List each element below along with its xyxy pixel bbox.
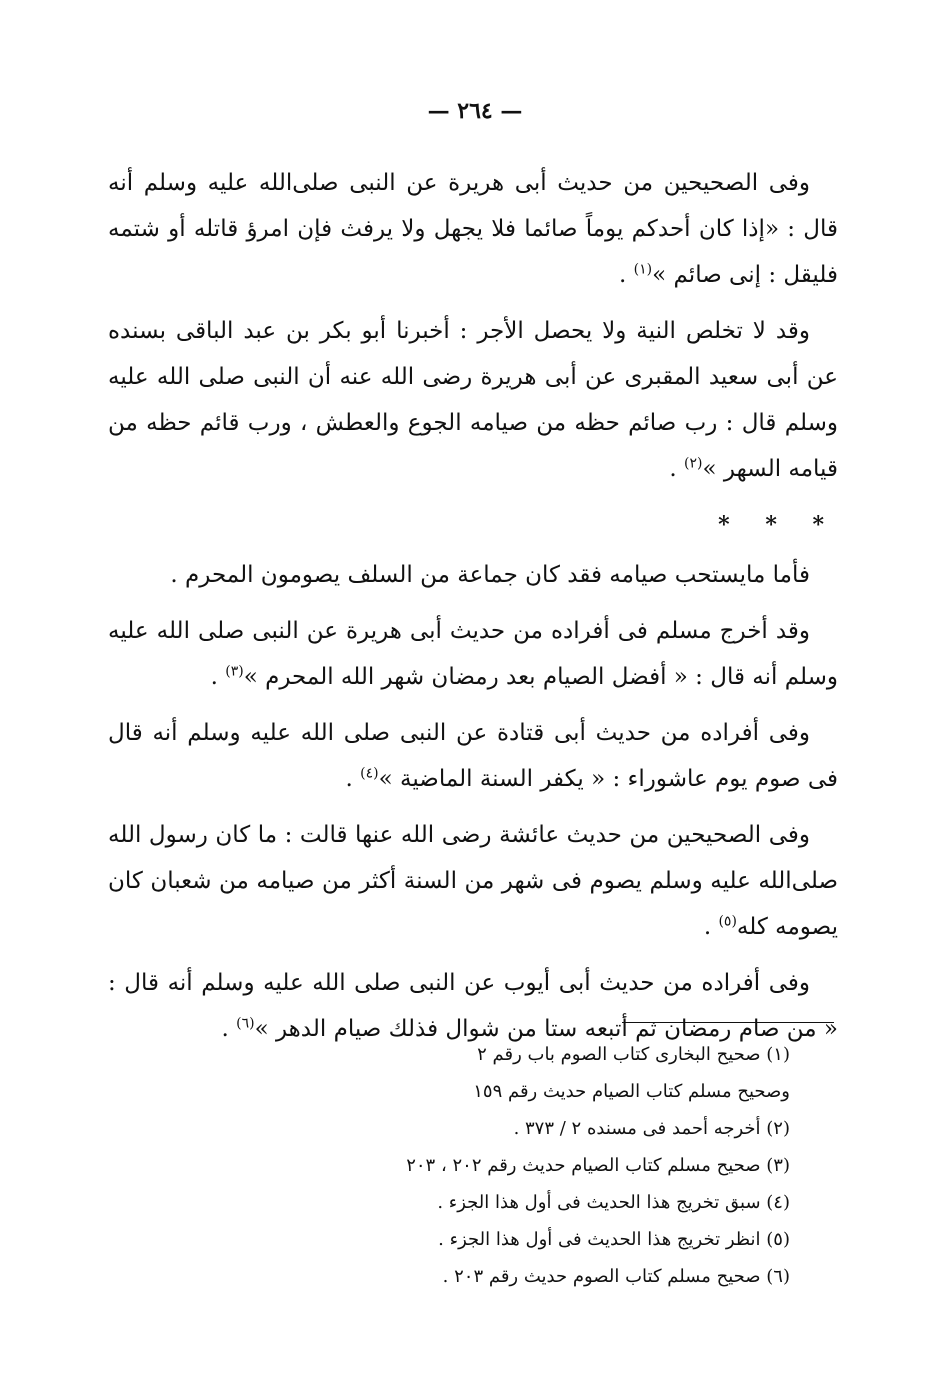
page-number: — ٢٦٤ — bbox=[427, 98, 523, 124]
paragraph: وقد لا تخلص النية ولا يحصل الأجر : أخبرنا أبو بكر بن عبد الباقى بسنده عن أبى سعيد المقبرى عن أبى هريرة رضى الله عنه أن النبى صلى الله عليه وسلم قال : رب صائم حظه من صيامه الجوع والعطش ، ورب قائم حظه من قيامه السهر »$^{(٢)}$ . bbox=[108, 318, 838, 482]
paragraph-text: وقد أخرج مسلم فى أفراده من حديث أبى هريرة عن النبى صلى الله عليه وسلم أنه قال : « أفضل الصيام بعد رمضان شهر الله المحرم » bbox=[108, 618, 838, 690]
footnote: (٦) صحيح مسلم كتاب الصوم حديث رقم ٢٠٣ . bbox=[442, 1266, 790, 1287]
paragraph: وفى الصحيحين من حديث أبى هريرة عن النبى صلى‌الله عليه وسلم أنه قال : «إذا كان أحدكم يوماً صائما فلا يجهل ولا يرفث فإن امرؤ قاتله أو شتمه فليقل : إنى صائم »$^{(١)}$ . bbox=[108, 170, 838, 288]
paragraph-text: وفى أفراده من حديث أبى أيوب عن النبى صلى الله عليه وسلم أنه قال : « من صام رمضان ثم أتبعه ستا من شوال فذلك صيام الدهر » bbox=[108, 970, 838, 1042]
paragraph-text: وقد لا تخلص النية ولا يحصل الأجر : أخبرنا أبو بكر بن عبد الباقى بسنده عن أبى سعيد المقبرى عن أبى هريرة رضى الله عنه أن النبى صلى الله عليه وسلم قال : رب صائم حظه من صيامه الجوع والعطش ، ورب قائم حظه من قيامه السهر » bbox=[108, 318, 838, 482]
section-separator: * * * bbox=[718, 512, 838, 538]
paragraph-text: وفى الصحيحين من حديث أبى هريرة عن النبى صلى‌الله عليه وسلم أنه قال : «إذا كان أحدكم يوماً صائما فلا يجهل ولا يرفث فإن امرؤ قاتله أو شتمه فليقل : إنى صائم » bbox=[108, 170, 838, 288]
footnote: (١) صحيح البخارى كتاب الصوم باب رقم ٢ bbox=[477, 1044, 790, 1065]
footnote-ref: (٣) bbox=[225, 663, 244, 680]
footnote-ref: (٥) bbox=[718, 913, 737, 930]
paragraph: وفى الصحيحين من حديث عائشة رضى الله عنها قالت : ما كان رسول الله صلى‌الله عليه وسلم يصوم فى شهر من السنة أكثر من صيامه من شعبان كان يصومه كله$^{(٥)}$ . bbox=[108, 822, 838, 940]
footnotes bbox=[300, 1036, 790, 1295]
footnote: (٤) سبق تخريج هذا الحديث فى أول هذا الجزء . bbox=[437, 1192, 790, 1213]
paragraph-text: وفى الصحيحين من حديث عائشة رضى الله عنها قالت : ما كان رسول الله صلى‌الله عليه وسلم يصوم فى شهر من السنة أكثر من صيامه من شعبان كان يصومه كله bbox=[108, 822, 838, 940]
footnote: (٢) أخرجه أحمد فى مسنده ٢ / ٣٧٣ . bbox=[513, 1118, 790, 1139]
footnote-ref: (١) bbox=[633, 261, 653, 278]
footnote-divider bbox=[622, 1022, 834, 1023]
footnote: (٣) صحيح مسلم كتاب الصيام حديث رقم ٢٠٢ ، ٢٠٣ bbox=[406, 1155, 790, 1176]
footnote-ref: (٤) bbox=[360, 765, 379, 782]
paragraph: وفى أفراده من حديث أبى قتادة عن النبى صلى الله عليه وسلم أنه قال فى صوم يوم عاشوراء : « يكفر السنة الماضية »$^{(٤)}$ . bbox=[108, 720, 838, 792]
footnote: وصحيح مسلم كتاب الصيام حديث رقم ١٥٩ bbox=[473, 1081, 790, 1102]
footnote-ref: (٢) bbox=[684, 455, 703, 472]
footnote: (٥) انظر تخريج هذا الحديث فى أول هذا الجزء . bbox=[438, 1229, 790, 1250]
main-text bbox=[108, 160, 838, 1062]
paragraph-text: فأما مايستحب صيامه فقد كان جماعة من السلف يصومون المحرم . bbox=[170, 562, 810, 588]
paragraph-text: وفى أفراده من حديث أبى قتادة عن النبى صلى الله عليه وسلم أنه قال فى صوم يوم عاشوراء : « يكفر السنة الماضية » bbox=[108, 720, 838, 792]
footnote-ref: (٦) bbox=[236, 1015, 255, 1032]
paragraph bbox=[108, 552, 838, 598]
paragraph: وفى أفراده من حديث أبى أيوب عن النبى صلى الله عليه وسلم أنه قال : « من صام رمضان ثم أتبعه ستا من شوال فذلك صيام الدهر »$^{(٦)}$ . bbox=[108, 970, 838, 1042]
paragraph: وقد أخرج مسلم فى أفراده من حديث أبى هريرة عن النبى صلى الله عليه وسلم أنه قال : « أفضل الصيام بعد رمضان شهر الله المحرم »$^{(٣)}$ . bbox=[108, 618, 838, 690]
